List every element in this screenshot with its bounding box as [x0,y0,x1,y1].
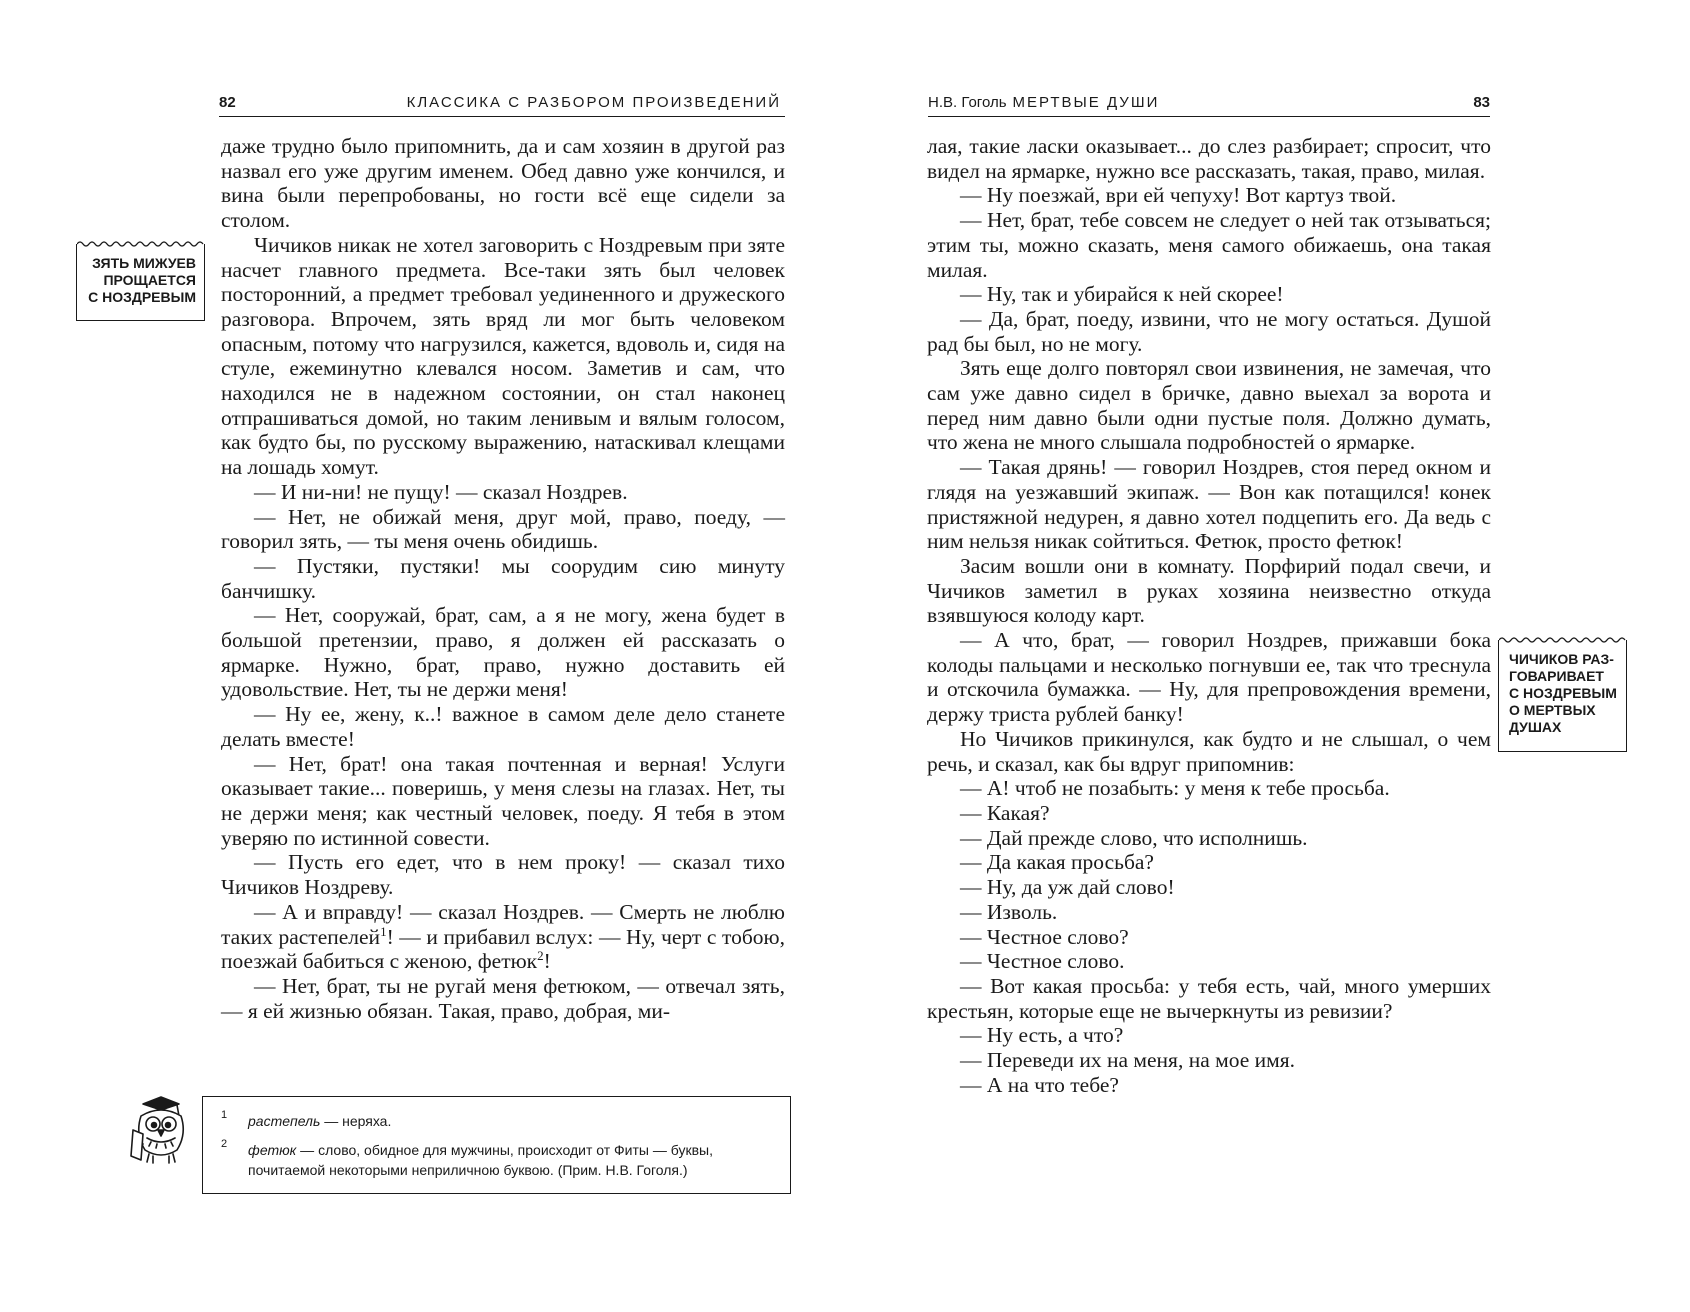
body-paragraph: — Да какая просьба? [960,850,1154,875]
right-margin-note-line: ДУШАХ [1509,719,1562,735]
body-paragraph: — Нет, не обижай меня, друг мой, право, поеду, — говорил зять, — ты меня очень обидишь. [221,504,785,554]
right-page-number: 83 [1473,94,1490,111]
body-paragraph: — Ну есть, а что? [960,1023,1124,1048]
body-paragraph: — Ну, да уж дай слово! [960,875,1175,900]
left-margin-note-line: ПРОЩАЕТСЯ [103,272,196,288]
text-run: ! [543,949,551,974]
footnote-text: — слово, обидное для мужчины, происходит от Фиты — буквы, почитаемой некоторыми неприличною буквою. (Прим. Н.В. Гоголя.) [248,1142,713,1178]
right-margin-note-line: ЧИЧИКОВ РАЗ- [1509,651,1614,667]
body-paragraph: — А на что тебе? [960,1072,1119,1097]
body-paragraph: — Переведи их на меня, на мое имя. [960,1048,1296,1073]
body-paragraph: даже трудно было припомнить, да и сам хозяин в другой раз назвал его уже другим именем. Обед давно уже кончился, и вина были перепробованы, но гости всё еще сидели за столом. [221,134,785,233]
body-paragraph: — И ни-ни! не пущу! — сказал Ноздрев. [254,479,628,504]
footnote-2 [221,1140,781,1184]
body-paragraph: — Какая? [960,800,1050,825]
body-paragraph-with-footnotes [221,900,785,974]
body-paragraph: — Ну, так и убирайся к ней скорее! [960,282,1284,307]
body-paragraph: Но Чичиков прикинулся, как будто и не слышал, о чем речь, и сказал, как бы вдруг припомнив: [927,726,1491,776]
right-margin-note-line: ГОВАРИВАЕТ [1509,668,1604,684]
body-paragraph: — А что, брат, — говорил Ноздрев, прижавши бока колоды пальцами и несколько погнувши ее, так что треснула и отскочила бумажка. — Ну, для препровождения времени, держу триста рублей банку! [927,628,1491,727]
body-paragraph: — Такая дрянь! — говорил Ноздрев, стоя перед окном и глядя на уезжавший экипаж. — Вон как потащился! конек пристяжной недурен, я давно хотел подцепить его. Да ведь с ним нельзя никак сойтиться. Фетюк, просто фетюк! [927,455,1491,554]
left-page-body [221,134,785,1023]
body-paragraph: — Да, брат, поеду, извини, что не могу остаться. Душой рад бы был, но не могу. [927,306,1491,356]
body-paragraph: — Изволь. [960,899,1058,924]
body-paragraph: — Нет, брат! она такая почтенная и верная! Услуги оказывает такие... поверишь, у меня слезы на глазах. Нет, ты не держи меня; как честный человек, поеду. Я тебя в этом уверяю по истинной совести. [221,751,785,850]
right-margin-note-line: С НОЗДРЕВЫМ [1509,685,1617,701]
body-paragraph: — А! чтоб не позабыть: у меня к тебе просьба. [960,776,1390,801]
wavy-border-decoration [77,238,204,247]
footnote-ref: 2 [537,948,544,964]
body-paragraph: — Ну поезжай, ври ей чепуху! Вот картуз твой. [960,183,1397,208]
left-margin-note-line: С НОЗДРЕВЫМ [88,289,196,305]
body-paragraph: — Честное слово. [960,949,1125,974]
body-paragraph: — Пусть его едет, что в нем проку! — сказал тихо Чичиков Ноздреву. [221,850,785,900]
body-paragraph: — Вот какая просьба: у тебя есть, чай, много умерших крестьян, которые еще не вычеркнуты из ревизии? [927,973,1491,1023]
right-page-body [927,134,1491,1097]
footnote-term: фетюк [248,1142,297,1158]
left-running-title: КЛАССИКА С РАЗБОРОМ ПРОИЗВЕДЕНИЙ [406,94,781,111]
right-running-title-wrap [928,94,1159,111]
footnotes-box [202,1096,791,1194]
body-paragraph: Чичиков никак не хотел заговорить с Ноздревым при зяте насчет главного предмета. Все-таки зять был человек посторонний, а предмет требовал уединенного и дружеского разговора. Впрочем, зять вряд ли мог быть человеком опасным, потому что нагрузился, кажется, вдоволь и, сидя на стуле, ежеминутно клевался носом. Заметив и сам, что находился не в надежном состоянии, он стал наконец отпрашиваться домой, но таким ленивым и вялым голосом, как будто бы, по русскому выражению, натаскивал клещами на лошадь хомут. [221,232,785,480]
left-margin-note-line: ЗЯТЬ МИЖУЕВ [92,255,196,271]
footnote-term: растепель [248,1113,321,1129]
body-paragraph: Засим вошли они в комнату. Порфирий подал свечи, и Чичиков заметил в руках хозяина неизвестно откуда взявшуюся колоду карт. [927,553,1491,628]
left-page-number: 82 [219,94,236,111]
right-author: Н.В. Гоголь [928,94,1007,111]
body-paragraph: — Пустяки, пустяки! мы соорудим сию минуту банчишку. [221,553,785,603]
left-page-header [219,94,785,117]
right-margin-note [1498,640,1627,752]
footnote-body [248,1140,781,1180]
owl-scholar-icon [127,1094,195,1166]
footnote-mark: 2 [221,1138,228,1150]
footnote-ref: 1 [380,923,387,939]
body-paragraph: — Ну ее, жену, к..! важное в самом деле дело станете делать вместе! [221,702,785,751]
footnote-1 [221,1111,781,1135]
wavy-border-decoration [1499,634,1626,643]
right-page-header [928,94,1490,117]
footnote-body [248,1111,781,1131]
right-margin-note-line: О МЕРТВЫХ [1509,702,1596,718]
footnote-mark: 1 [221,1109,228,1121]
body-paragraph: — Честное слово? [960,924,1129,949]
text-run: — А и вправду! — сказал Ноздрев. — Смерть не люблю таких растепелей [221,899,785,949]
body-paragraph: — Дай прежде слово, что исполнишь. [960,825,1308,850]
right-running-title: МЕРТВЫЕ ДУШИ [1012,94,1160,111]
body-paragraph: — Нет, брат, ты не ругай меня фетюком, — отвечал зять, — я ей жизнью обязан. Такая, право, добрая, ми- [221,973,785,1023]
body-paragraph: — Нет, сооружай, брат, сам, а я не могу, жена будет в большой претензии, право, я должен ей рассказать о ярмарке. Нужно, брат, право, нужно доставить ей удовольствие. Нет, ты не держи меня! [221,603,785,702]
body-paragraph: — Нет, брат, тебе совсем не следует о ней так отзываться; этим ты, можно сказать, меня самого обижаешь, она такая милая. [927,208,1491,282]
body-paragraph: лая, такие ласки оказывает... до слез разбирает; спросит, что видел на ярмарке, нужно все рассказать, такая, право, милая. [927,134,1491,183]
footnote-text: — неряха. [320,1113,392,1129]
left-margin-note [76,244,205,321]
body-paragraph: Зять еще долго повторял свои извинения, не замечая, что сам уже давно сидел в бричке, давно выехал за ворота и перед ним давно были одни пустые поля. Должно думать, что жена не много слышала подробностей о ярмарке. [927,356,1491,455]
text-run: ! — и прибавил вслух: — Ну, черт с тобою, поезжай бабиться с женою, фетюк [221,924,785,974]
